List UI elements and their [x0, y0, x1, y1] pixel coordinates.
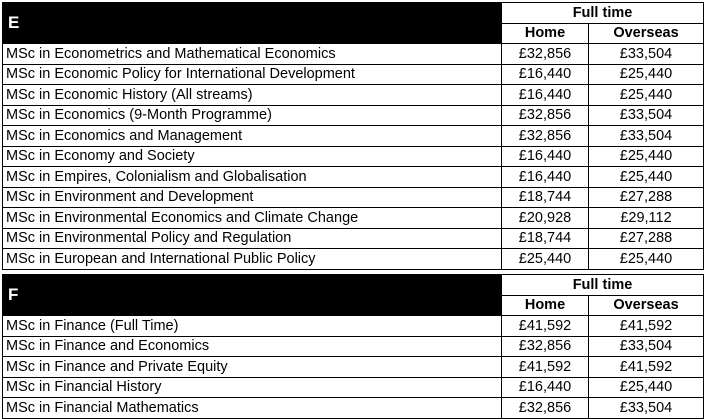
overseas-fee: £41,592	[589, 357, 704, 378]
overseas-fee: £27,288	[589, 187, 704, 208]
home-fee: £32,856	[502, 105, 589, 126]
table-row	[3, 357, 704, 378]
programme-name: MSc in Financial History	[3, 377, 502, 398]
table-row	[3, 377, 704, 398]
programme-name: MSc in Economic History (All streams)	[3, 85, 502, 106]
programme-name: MSc in Empires, Colonialism and Globalisation	[3, 167, 502, 188]
full-time-header: Full time	[502, 3, 704, 24]
table-row	[3, 228, 704, 249]
table-row	[3, 167, 704, 188]
home-fee: £41,592	[502, 316, 589, 337]
section-letter: F	[3, 275, 502, 316]
overseas-fee: £25,440	[589, 85, 704, 106]
table-row	[3, 398, 704, 419]
programme-name: MSc in Economics and Management	[3, 126, 502, 147]
overseas-fee: £33,504	[589, 44, 704, 65]
overseas-column-header: Overseas	[589, 23, 704, 44]
table-row	[3, 64, 704, 85]
overseas-fee: £25,440	[589, 146, 704, 167]
home-fee: £32,856	[502, 126, 589, 147]
home-fee: £32,856	[502, 44, 589, 65]
home-fee: £25,440	[502, 249, 589, 270]
overseas-fee: £33,504	[589, 398, 704, 419]
programme-name: MSc in Economics (9-Month Programme)	[3, 105, 502, 126]
programme-name: MSc in European and International Public Policy	[3, 249, 502, 270]
overseas-fee: £41,592	[589, 316, 704, 337]
overseas-fee: £33,504	[589, 105, 704, 126]
overseas-fee: £33,504	[589, 336, 704, 357]
table-row	[3, 85, 704, 106]
table-row	[3, 208, 704, 229]
table-row	[3, 316, 704, 337]
overseas-fee: £29,112	[589, 208, 704, 229]
fees-table-e	[2, 2, 704, 270]
home-fee: £18,744	[502, 187, 589, 208]
programme-name: MSc in Econometrics and Mathematical Economics	[3, 44, 502, 65]
table-row	[3, 105, 704, 126]
home-fee: £32,856	[502, 336, 589, 357]
fees-table-f	[2, 274, 704, 419]
home-fee: £32,856	[502, 398, 589, 419]
programme-name: MSc in Economic Policy for International Development	[3, 64, 502, 85]
home-fee: £16,440	[502, 377, 589, 398]
full-time-header: Full time	[502, 275, 704, 296]
overseas-fee: £27,288	[589, 228, 704, 249]
home-fee: £16,440	[502, 64, 589, 85]
table-row	[3, 126, 704, 147]
table-row	[3, 146, 704, 167]
programme-name: MSc in Environment and Development	[3, 187, 502, 208]
overseas-fee: £25,440	[589, 249, 704, 270]
section-letter: E	[3, 3, 502, 44]
table-row	[3, 44, 704, 65]
programme-name: MSc in Finance and Private Equity	[3, 357, 502, 378]
table-row	[3, 187, 704, 208]
home-fee: £16,440	[502, 146, 589, 167]
home-fee: £16,440	[502, 85, 589, 106]
home-column-header: Home	[502, 295, 589, 316]
programme-name: MSc in Financial Mathematics	[3, 398, 502, 419]
table-row	[3, 336, 704, 357]
programme-name: MSc in Economy and Society	[3, 146, 502, 167]
home-fee: £18,744	[502, 228, 589, 249]
programme-name: MSc in Environmental Policy and Regulation	[3, 228, 502, 249]
home-fee: £16,440	[502, 167, 589, 188]
overseas-column-header: Overseas	[589, 295, 704, 316]
programme-name: MSc in Finance (Full Time)	[3, 316, 502, 337]
overseas-fee: £25,440	[589, 167, 704, 188]
overseas-fee: £25,440	[589, 64, 704, 85]
programme-name: MSc in Finance and Economics	[3, 336, 502, 357]
overseas-fee: £25,440	[589, 377, 704, 398]
table-row	[3, 249, 704, 270]
programme-name: MSc in Environmental Economics and Climate Change	[3, 208, 502, 229]
home-fee: £41,592	[502, 357, 589, 378]
home-fee: £20,928	[502, 208, 589, 229]
overseas-fee: £33,504	[589, 126, 704, 147]
home-column-header: Home	[502, 23, 589, 44]
